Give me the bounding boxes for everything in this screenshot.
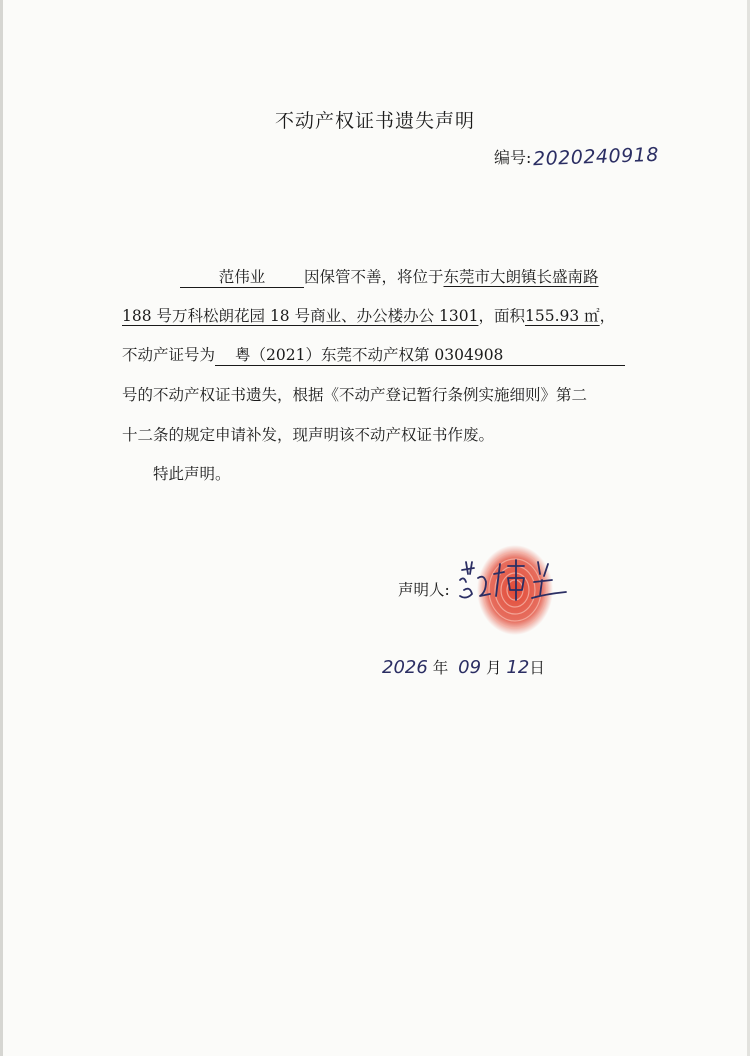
signer-line xyxy=(398,578,450,600)
date-year-handwritten: 2026 xyxy=(382,657,428,678)
scan-border-left xyxy=(0,0,3,1056)
statement-text-a: 因保管不善，将位于 xyxy=(304,268,444,286)
statement-line-5: 十二条的规定申请补发，现声明该不动产权证书作废。 xyxy=(122,426,495,444)
closing-statement: 特此声明。 xyxy=(153,465,231,483)
serial-number xyxy=(494,143,660,171)
date-month-unit: 月 xyxy=(485,659,502,677)
date-day-handwritten: 12 xyxy=(506,657,530,678)
certificate-label: 不动产证号为 xyxy=(122,346,216,364)
statement-text-b: ，面积 xyxy=(478,307,525,325)
declarant-name: 范伟业 xyxy=(180,267,304,288)
handwritten-signature xyxy=(456,556,576,606)
date-line xyxy=(382,656,545,678)
serial-label: 编号: xyxy=(494,148,532,167)
document-title: 不动产权证书遗失声明 xyxy=(274,110,475,132)
statement-line-2 xyxy=(122,304,615,326)
signer-label: 声明人: xyxy=(398,581,450,599)
date-day-unit: 日 xyxy=(529,659,545,677)
statement-text-c: ， xyxy=(599,307,616,325)
date-year-unit: 年 xyxy=(432,659,449,677)
statement-line-3 xyxy=(122,343,625,366)
certificate-number: 粤（2021）东莞不动产权第 0304908 xyxy=(215,345,625,366)
serial-value-handwritten: 2020240918 xyxy=(533,143,660,171)
statement-line-1 xyxy=(180,265,599,288)
date-month-handwritten: 09 xyxy=(458,657,482,678)
statement-line-4: 号的不动产权证书遗失，根据《不动产登记暂行条例实施细则》第二 xyxy=(122,386,588,404)
property-area: 155.93 ㎡ xyxy=(524,307,600,325)
address-part-a: 东莞市大朗镇长盛南路 xyxy=(443,268,599,286)
address-part-b: 188 号万科松朗花园 18 号商业、办公楼办公 1301 xyxy=(122,307,479,325)
